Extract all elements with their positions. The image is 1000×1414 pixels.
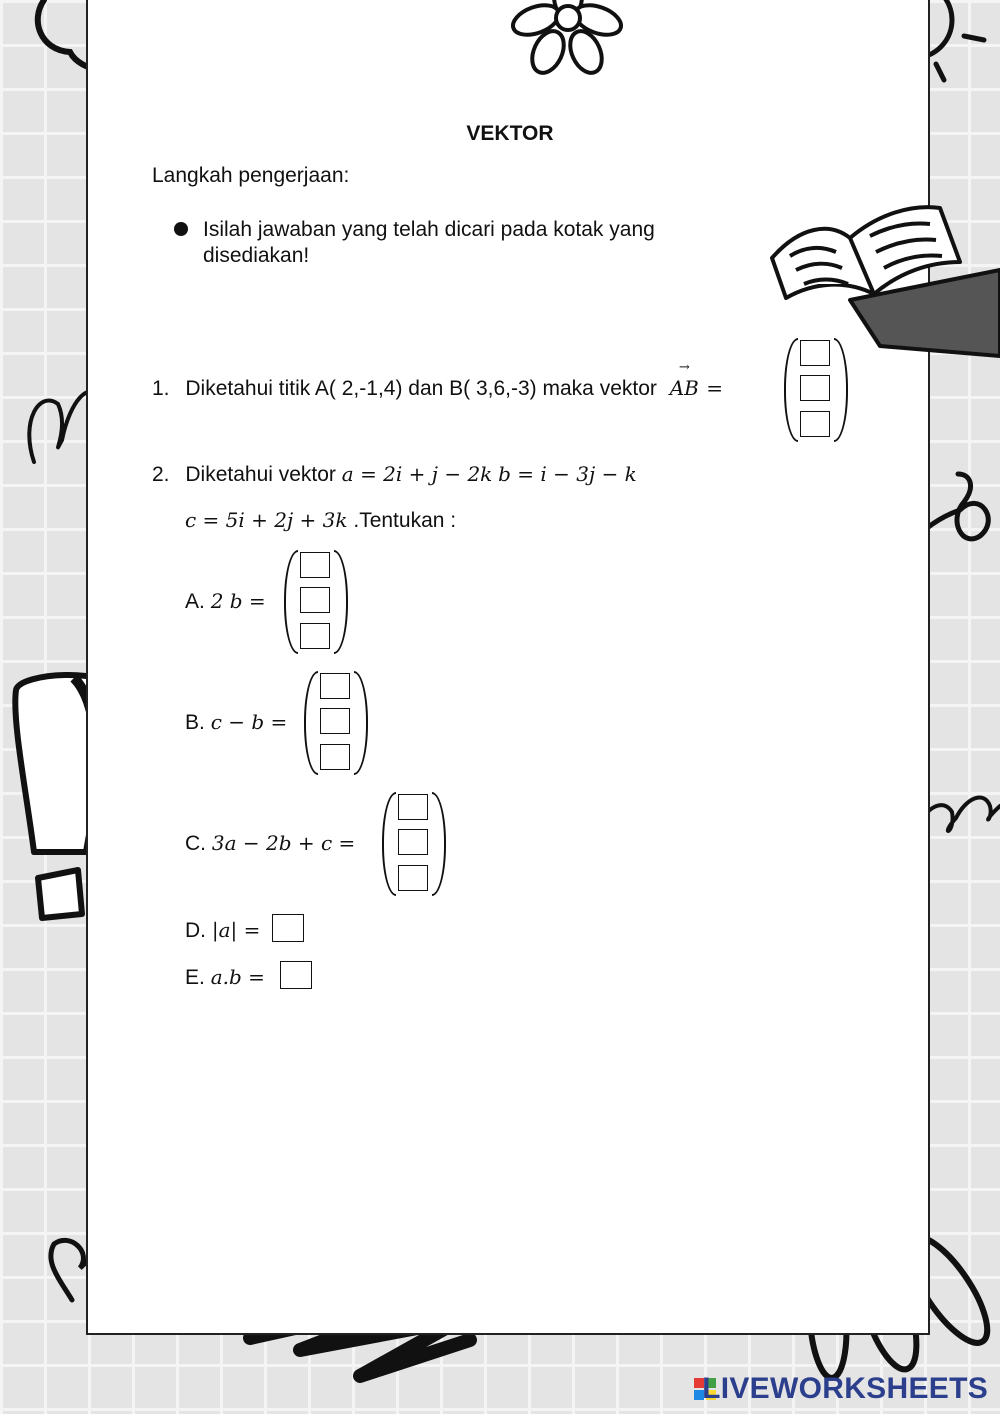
worksheet-page [86, 0, 930, 1335]
answer-box[interactable] [300, 552, 330, 578]
part-e [185, 965, 265, 990]
instruction-text: Isilah jawaban yang telah dicari pada kotak yang disediakan! [203, 218, 655, 267]
answer-box[interactable] [800, 340, 830, 366]
answer-box[interactable] [300, 587, 330, 613]
answer-box[interactable] [800, 375, 830, 401]
answer-vector-b [304, 671, 368, 775]
part-label: C. [185, 832, 206, 855]
answer-box[interactable] [320, 673, 350, 699]
question-intro: Diketahui vektor [185, 463, 336, 486]
vector-b-definition: b = i − 3j − k [498, 462, 637, 486]
part-expression: a.b = [210, 965, 265, 989]
question-number: 1. [152, 377, 170, 400]
question-2-line-2 [185, 508, 456, 533]
part-d [185, 918, 260, 943]
question-text: Diketahui titik A( 2,-1,4) dan B( 3,6,-3) maka vektor [185, 377, 657, 400]
part-label: B. [185, 711, 205, 734]
part-expression: 2 b = [210, 589, 266, 613]
answer-box-d[interactable] [272, 914, 304, 942]
bullet-icon [174, 222, 188, 236]
part-expression: c − b = [210, 710, 288, 734]
answer-box[interactable] [398, 865, 428, 891]
answer-vector-c [382, 792, 446, 896]
part-label: A. [185, 590, 205, 613]
answer-vector-q1 [784, 338, 848, 442]
part-label: D. [185, 919, 206, 942]
answer-vector-a [284, 550, 348, 654]
part-expression: |a| = [211, 918, 261, 942]
question-number: 2. [152, 463, 170, 486]
steps-label: Langkah pengerjaan: [152, 164, 350, 187]
answer-box[interactable] [320, 708, 350, 734]
answer-box[interactable] [800, 411, 830, 437]
question-2 [152, 462, 637, 487]
answer-box[interactable] [398, 829, 428, 855]
question-1 [152, 376, 723, 401]
vector-ab: AB → [669, 376, 700, 400]
part-expression: 3a − 2b + c = [211, 831, 356, 855]
page-title: VEKTOR [466, 122, 554, 145]
vector-c-definition: c = 5i + 2j + 3k [185, 508, 348, 532]
equals-sign: = [706, 376, 723, 400]
question-ask: .Tentukan : [353, 509, 457, 532]
part-b [185, 710, 287, 735]
part-c [185, 831, 355, 856]
answer-box[interactable] [398, 794, 428, 820]
part-label: E. [185, 966, 205, 989]
answer-box[interactable] [320, 744, 350, 770]
answer-box[interactable] [300, 623, 330, 649]
part-a [185, 589, 266, 614]
vector-a-definition: a = 2i + j − 2k [341, 462, 493, 486]
brand-watermark: LIVEWORKSHEETS [702, 1372, 988, 1405]
answer-box-e[interactable] [280, 961, 312, 989]
